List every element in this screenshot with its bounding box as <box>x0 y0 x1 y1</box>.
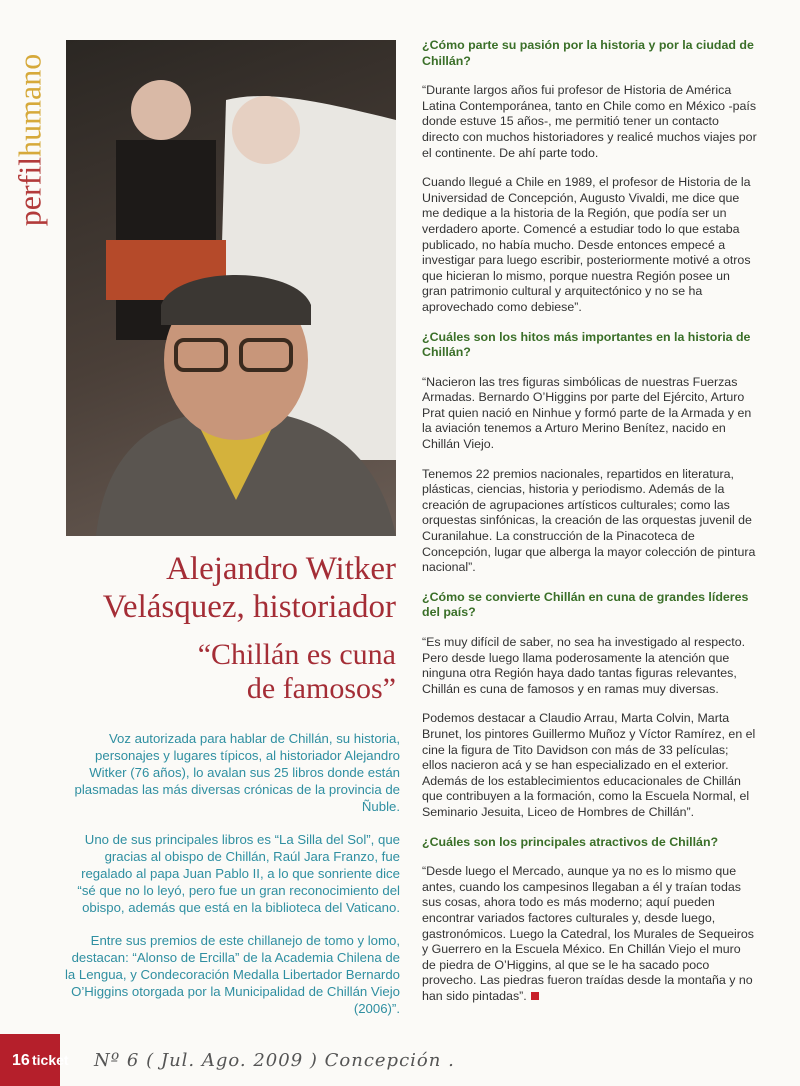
page-number: 16 <box>12 1052 30 1069</box>
interview-column <box>422 38 757 1018</box>
answer-paragraph: Cuando llegué a Chile en 1989, el profesor de Historia de la Universidad de Concepción, Augusto Vivaldi, me dice que me dedique a la historia de la Región, que podía ser un verdadero aporte. Comencé a estudiar todo lo que estaba publicado, no había mucho. Desde entonces empecé a investigar para luego escribir, posteriormente motivé a otros que hicieran lo mismo, porque nuestra Región posee un gran patrimonio cultural y arquitectónico y no se ha aprovechado como debiese”. <box>422 175 751 314</box>
answer-paragraph: “Es muy difícil de saber, no sea ha investigado al respecto. Pero desde luego llama poderosamente la atención que ninguna otra Región haya dado tantas figuras relevantes, Chillán es cuna de famosos y en ramas muy diversas. <box>422 635 746 696</box>
photo-illustration <box>66 40 396 536</box>
answer-text: “Desde luego el Mercado, aunque ya no es lo mismo que antes, cuando los campesinos llegaban a él y traían todas sus cosas, ahora todo es más moderno; aquí pueden encontrar variados factores culturales y, desde luego, gastronómicos. Luego la Catedral, los Murales de Sequeiros y Guerrero en la Escuela México. En Chillán Viejo el muro de piedra de O’Higgins, al que se le ha sacado poco provecho. Las piedras fueron traídas desde la montaña y no han sido pintadas”. <box>422 864 754 1003</box>
answer-paragraph <box>422 864 757 1004</box>
question: ¿Cómo se convierte Chillán en cuna de grandes líderes del país? <box>422 589 749 620</box>
headline-name-line2: Velásquez, historiador <box>102 589 396 625</box>
article-headline <box>100 550 396 706</box>
headline-name-line1: Alejandro Witker <box>166 551 396 587</box>
magazine-brand: ticket <box>32 1052 69 1068</box>
question: ¿Cuáles son los hitos más importantes en la historia de Chillán? <box>422 329 751 360</box>
intro-paragraph: Uno de sus principales libros es “La Silla del Sol”, que gracias al obispo de Chillán, Raúl Jara Franzo, fue regalado al papa Juan Pablo II, a lo que sonriente dice “sé que no lo leyó, pero fue un gran reconocimiento del obispo, además que está en la biblioteca del Vaticano. <box>77 832 400 915</box>
question: ¿Cuáles son los principales atractivos de Chillán? <box>422 834 719 849</box>
answer-paragraph: Tenemos 22 premios nacionales, repartidos en literatura, plásticas, ciencias, historia y periodismo. Además de la creación de agrupaciones artísticos culturales; como las orquestas sinfónicas, la creación de las orquestas juvenil de Curanilahue. La construcción de la Pinacoteca de Concepción, lugar que alberga la mayor colección de pintura nacional”. <box>422 466 756 575</box>
intro-paragraph: Voz autorizada para hablar de Chillán, su historia, personajes y lugares típicos, al historiador Alejandro Witker (76 años), lo avalan sus 25 libros donde están plasmadas las más diversas crónicas de la provincia de Ñuble. <box>74 731 400 814</box>
question: ¿Cómo parte su pasión por la historia y por la ciudad de Chillán? <box>422 38 754 68</box>
headline-quote-line1: “Chillán es cuna <box>197 638 396 671</box>
cardinal-head <box>131 80 191 140</box>
answer-paragraph: Podemos destacar a Claudio Arrau, Marta Colvin, Marta Brunet, los pintores Guillermo Muñoz y Víctor Ramírez, en el cine la figura de Tito Davidson con más de 33 películas; ellos nacieron acá y se han especializado en el exterior. Además de los establecimientos educacionales de Chillán que contribuyen a la formación, como la Escuela Normal, el Seminario Jesuita, Liceo de Hombres de Chillán”. <box>422 711 756 819</box>
answer-paragraph: “Durante largos años fui profesor de Historia de América Latina Contemporánea, tanto en Chile como en México -país donde estuve 15 años-, me permitió tener un contacto directo con muchos historiadores y realicé muchos viajes por el continente. De ahí parte todo. <box>422 83 757 160</box>
answer-paragraph: “Nacieron las tres figuras simbólicas de nuestras Fuerzas Armadas. Bernardo O’Higgins por parte del Ejército, Arturo Prat quien nació en Ninhue y formó parte de la Armada y en la aviación tenemos a Arturo Merino Benítez, nacido en Chillán Viejo. <box>422 374 752 452</box>
section-label-part1: perfil <box>11 156 48 227</box>
headline-quote-line2: de famosos” <box>246 672 396 705</box>
intro-text <box>62 730 400 1033</box>
intro-paragraph: Entre sus premios de este chillanejo de tomo y lomo, destacan: “Alonso de Ercilla” de la Academia Chilena de la Lengua, y Condecoración Medalla Libertador Bernardo O’Higgins otorgada por la Municipalidad de Chillán Viejo (2006)”. <box>64 933 400 1016</box>
handwritten-note: Nº 6 ( Jul. Ago. 2009 ) Concepción . <box>94 1050 455 1071</box>
portrait-photo <box>66 40 396 536</box>
end-mark-icon <box>531 992 539 1000</box>
section-label <box>10 40 50 240</box>
section-label-part2: humano <box>11 53 48 157</box>
page-footer <box>0 1034 800 1086</box>
pope-head <box>232 96 300 164</box>
